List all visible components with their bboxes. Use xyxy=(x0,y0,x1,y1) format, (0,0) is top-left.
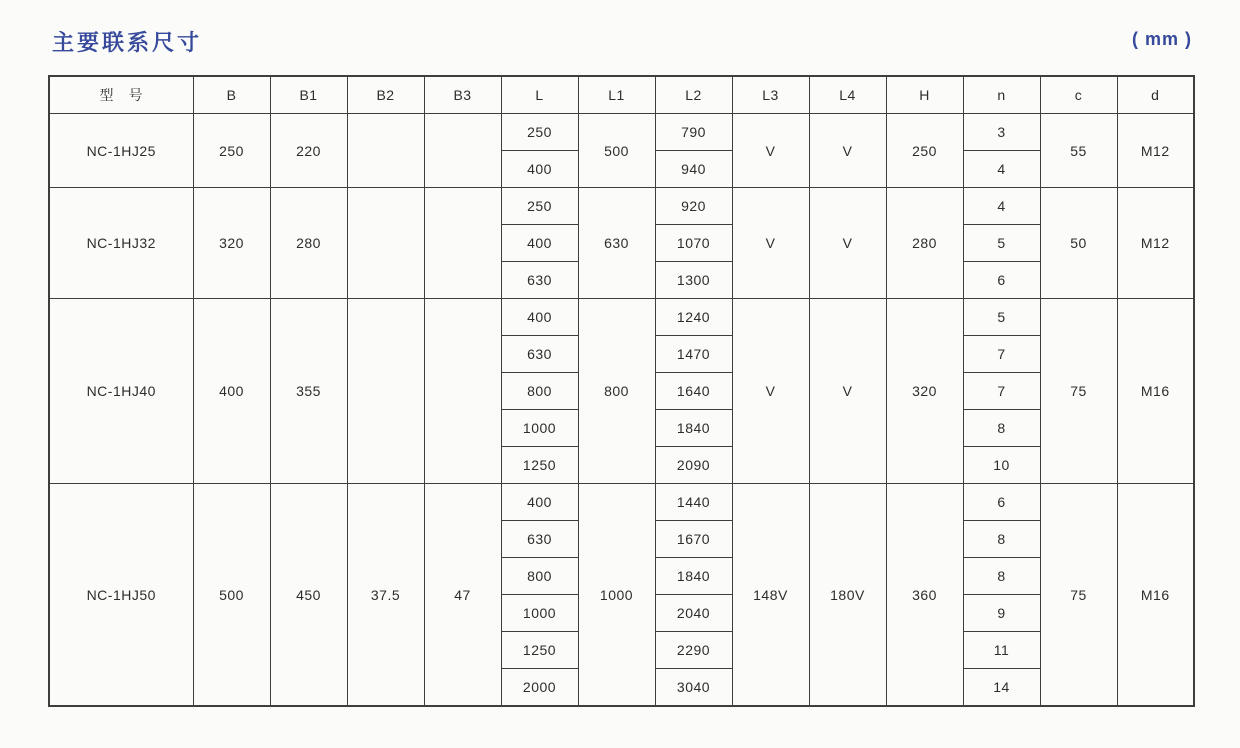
col-H-cell: 280 xyxy=(886,188,963,299)
col-c-cell: 50 xyxy=(1040,188,1117,299)
col-d-cell: M12 xyxy=(1117,114,1194,188)
col-L2-cell: 1840 xyxy=(655,558,732,595)
col-L-cell: 630 xyxy=(501,521,578,558)
col-B2-cell xyxy=(347,188,424,299)
col-L-cell: 800 xyxy=(501,558,578,595)
col-L-cell: 400 xyxy=(501,225,578,262)
col-n-cell: 4 xyxy=(963,188,1040,225)
col-L-cell: 250 xyxy=(501,114,578,151)
col-L1-cell: 1000 xyxy=(578,484,655,707)
col-L2-cell: 1670 xyxy=(655,521,732,558)
model-cell: NC-1HJ32 xyxy=(49,188,193,299)
header-L: L xyxy=(501,76,578,114)
col-B1-cell: 355 xyxy=(270,299,347,484)
header-L2: L2 xyxy=(655,76,732,114)
col-L2-cell: 2090 xyxy=(655,447,732,484)
col-n-cell: 5 xyxy=(963,225,1040,262)
col-n-cell: 9 xyxy=(963,595,1040,632)
col-n-cell: 8 xyxy=(963,558,1040,595)
table-row xyxy=(49,299,1194,336)
header-B3: B3 xyxy=(424,76,501,114)
header-L3: L3 xyxy=(732,76,809,114)
header-B1: B1 xyxy=(270,76,347,114)
col-L4-cell: 180V xyxy=(809,484,886,707)
col-L2-cell: 3040 xyxy=(655,669,732,707)
col-L2-cell: 1470 xyxy=(655,336,732,373)
col-L2-cell: 940 xyxy=(655,151,732,188)
col-L2-cell: 920 xyxy=(655,188,732,225)
col-L2-cell: 1300 xyxy=(655,262,732,299)
col-L2-cell: 1070 xyxy=(655,225,732,262)
col-B3-cell xyxy=(424,188,501,299)
col-L-cell: 2000 xyxy=(501,669,578,707)
header-c: c xyxy=(1040,76,1117,114)
col-L2-cell: 1640 xyxy=(655,373,732,410)
col-L-cell: 400 xyxy=(501,151,578,188)
col-d-cell: M16 xyxy=(1117,299,1194,484)
col-L4-cell: V xyxy=(809,114,886,188)
col-n-cell: 7 xyxy=(963,373,1040,410)
col-L-cell: 400 xyxy=(501,299,578,336)
col-L4-cell: V xyxy=(809,188,886,299)
col-L-cell: 1000 xyxy=(501,410,578,447)
unit-label: ( mm ) xyxy=(1132,29,1192,49)
header-H: H xyxy=(886,76,963,114)
col-L2-cell: 790 xyxy=(655,114,732,151)
col-B2-cell xyxy=(347,114,424,188)
table-row xyxy=(49,114,1194,151)
col-B-cell: 320 xyxy=(193,188,270,299)
col-H-cell: 360 xyxy=(886,484,963,707)
col-n-cell: 14 xyxy=(963,669,1040,707)
header-d: d xyxy=(1117,76,1194,114)
col-n-cell: 6 xyxy=(963,484,1040,521)
header-L4: L4 xyxy=(809,76,886,114)
col-L4-cell: V xyxy=(809,299,886,484)
col-L3-cell: 148V xyxy=(732,484,809,707)
col-L2-cell: 2290 xyxy=(655,632,732,669)
col-L2-cell: 1440 xyxy=(655,484,732,521)
col-L2-cell: 2040 xyxy=(655,595,732,632)
col-B3-cell xyxy=(424,299,501,484)
page-title: 主要联系尺寸 xyxy=(52,30,203,55)
col-L-cell: 630 xyxy=(501,336,578,373)
col-L1-cell: 800 xyxy=(578,299,655,484)
col-n-cell: 7 xyxy=(963,336,1040,373)
col-L3-cell: V xyxy=(732,114,809,188)
col-c-cell: 75 xyxy=(1040,299,1117,484)
col-B1-cell: 280 xyxy=(270,188,347,299)
header-B: B xyxy=(193,76,270,114)
col-n-cell: 5 xyxy=(963,299,1040,336)
col-B-cell: 250 xyxy=(193,114,270,188)
col-n-cell: 8 xyxy=(963,410,1040,447)
col-L3-cell: V xyxy=(732,299,809,484)
table-row xyxy=(49,484,1194,521)
col-B3-cell: 47 xyxy=(424,484,501,707)
col-L-cell: 1000 xyxy=(501,595,578,632)
col-B3-cell xyxy=(424,114,501,188)
col-d-cell: M12 xyxy=(1117,188,1194,299)
col-n-cell: 3 xyxy=(963,114,1040,151)
col-L2-cell: 1240 xyxy=(655,299,732,336)
col-L2-cell: 1840 xyxy=(655,410,732,447)
col-L1-cell: 500 xyxy=(578,114,655,188)
col-B-cell: 400 xyxy=(193,299,270,484)
col-L3-cell: V xyxy=(732,188,809,299)
dimensions-table xyxy=(48,75,1195,707)
header-L1: L1 xyxy=(578,76,655,114)
col-c-cell: 75 xyxy=(1040,484,1117,707)
col-L-cell: 250 xyxy=(501,188,578,225)
col-B1-cell: 450 xyxy=(270,484,347,707)
col-L-cell: 800 xyxy=(501,373,578,410)
header-model: 型 号 xyxy=(49,76,193,114)
col-n-cell: 8 xyxy=(963,521,1040,558)
col-B2-cell: 37.5 xyxy=(347,484,424,707)
col-B2-cell xyxy=(347,299,424,484)
model-cell: NC-1HJ50 xyxy=(49,484,193,707)
col-L-cell: 630 xyxy=(501,262,578,299)
col-B-cell: 500 xyxy=(193,484,270,707)
col-d-cell: M16 xyxy=(1117,484,1194,707)
col-L1-cell: 630 xyxy=(578,188,655,299)
col-n-cell: 4 xyxy=(963,151,1040,188)
col-L-cell: 1250 xyxy=(501,447,578,484)
model-cell: NC-1HJ40 xyxy=(49,299,193,484)
col-n-cell: 10 xyxy=(963,447,1040,484)
col-L-cell: 400 xyxy=(501,484,578,521)
col-c-cell: 55 xyxy=(1040,114,1117,188)
col-H-cell: 250 xyxy=(886,114,963,188)
col-n-cell: 11 xyxy=(963,632,1040,669)
table-row xyxy=(49,188,1194,225)
header-row xyxy=(49,76,1194,114)
col-H-cell: 320 xyxy=(886,299,963,484)
header-B2: B2 xyxy=(347,76,424,114)
col-L-cell: 1250 xyxy=(501,632,578,669)
model-cell: NC-1HJ25 xyxy=(49,114,193,188)
col-B1-cell: 220 xyxy=(270,114,347,188)
col-n-cell: 6 xyxy=(963,262,1040,299)
header-n: n xyxy=(963,76,1040,114)
